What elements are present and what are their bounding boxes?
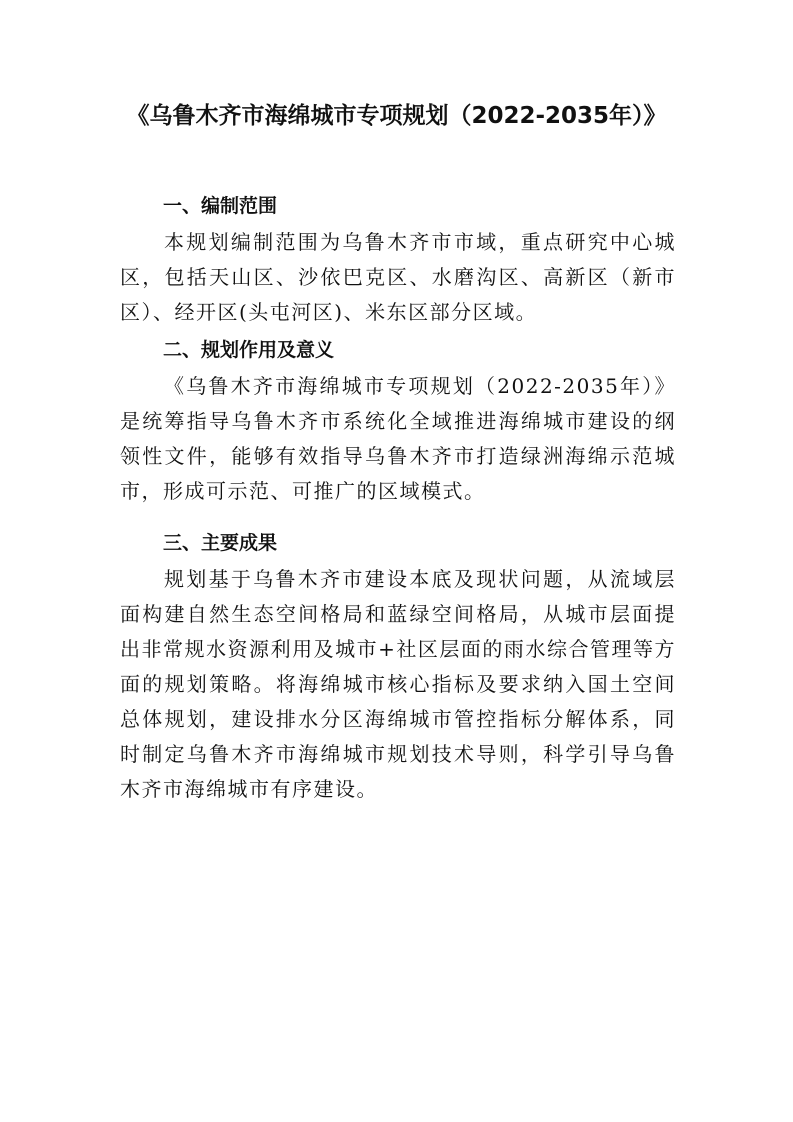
section-body-scope: 本规划编制范围为乌鲁木齐市市域，重点研究中心城区，包括天山区、沙依巴克区、水磨沟区、高新区（新市区）、经开区(头屯河区)、米东区部分区域。 (120, 230, 676, 324)
document-title: 《乌鲁木齐市海绵城市专项规划（2022-2035年）》 (126, 103, 667, 129)
section-heading-scope: 一、编制范围 (163, 195, 278, 217)
section-heading-results: 三、主要成果 (163, 532, 278, 554)
section-body-results: 规划基于乌鲁木齐市建设本底及现状问题，从流域层面构建自然生态空间格局和蓝绿空间格局，从城市层面提出非常规水资源利用及城市+社区层面的雨水综合管理等方面的规划策略。将海绵城市核心指标及要求纳入国土空间总体规划，建设排水分区海绵城市管控指标分解体系，同时制定乌鲁木齐市海绵城市规划技术导则，科学引导乌鲁木齐市海绵城市有序建设。 (120, 567, 676, 801)
section-heading-significance: 二、规划作用及意义 (163, 339, 335, 361)
section-body-significance: 《乌鲁木齐市海绵城市专项规划（2022-2035年）》是统筹指导乌鲁木齐市系统化全域推进海绵城市建设的纲领性文件，能够有效指导乌鲁木齐市打造绿洲海绵示范城市，形成可示范、可推广的区域模式。 (120, 374, 676, 503)
